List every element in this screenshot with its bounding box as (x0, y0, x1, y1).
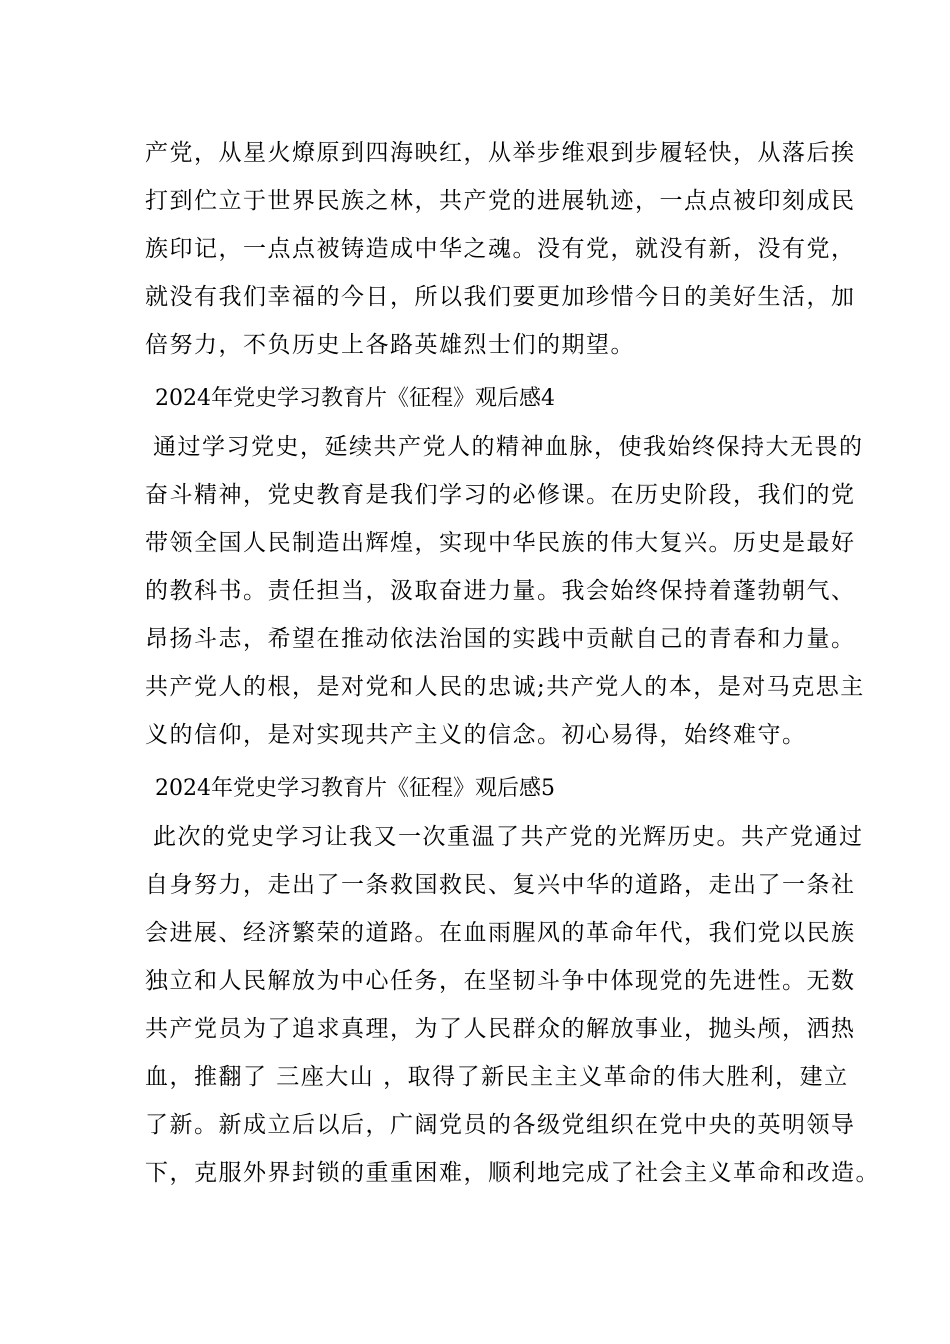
paragraph-line: 族印记，一点点被铸造成中华之魂。没有党，就没有新，没有党， (145, 236, 856, 262)
paragraph-line: 血，推翻了 三座大山 ，取得了新民主主义革命的伟大胜利，建立 (145, 1064, 849, 1090)
paragraph-line: 奋斗精神，党史教育是我们学习的必修课。在历史阶段，我们的党 (145, 482, 856, 508)
paragraph-line: 会进展、经济繁荣的道路。在血雨腥风的革命年代，我们党以民族 (145, 920, 856, 946)
paragraph-line: 了新。新成立后以后，广阔党员的各级党组织在党中央的英明领导 (145, 1112, 856, 1138)
paragraph-line: 自身努力，走出了一条救国救民、复兴中华的道路，走出了一条社 (145, 872, 856, 898)
paragraph-line: 共产党员为了追求真理，为了人民群众的解放事业，抛头颅，洒热 (145, 1016, 856, 1042)
paragraph-line: 共产党人的根，是对党和人民的忠诚;共产党人的本，是对马克思主 (145, 674, 865, 700)
paragraph-line: 打到伫立于世界民族之林，共产党的进展轨迹，一点点被印刻成民 (145, 188, 856, 214)
paragraph-line: 昂扬斗志，希望在推动依法治国的实践中贡献自己的青春和力量。 (145, 626, 856, 652)
paragraph-line: 的教科书。责任担当，汲取奋进力量。我会始终保持着蓬勃朝气、 (145, 578, 856, 604)
paragraph-line: 就没有我们幸福的今日，所以我们要更加珍惜今日的美好生活，加 (145, 284, 856, 310)
section-heading: 2024年党史学习教育片《征程》观后感4 (155, 386, 555, 411)
paragraph-line: 产党，从星火燎原到四海映红，从举步维艰到步履轻快，从落后挨 (145, 140, 856, 166)
paragraph-line: 带领全国人民制造出辉煌，实现中华民族的伟大复兴。历史是最好 (145, 530, 856, 556)
paragraph-line: 义的信仰，是对实现共产主义的信念。初心易得，始终难守。 (145, 722, 807, 748)
section-heading: 2024年党史学习教育片《征程》观后感5 (155, 776, 555, 801)
paragraph-line: 独立和人民解放为中心任务，在坚韧斗争中体现党的先进性。无数 (145, 968, 856, 994)
paragraph-line: 通过学习党史，延续共产党人的精神血脉，使我始终保持大无畏的 (153, 434, 864, 460)
paragraph-line: 倍努力，不负历史上各路英雄烈士们的期望。 (145, 332, 635, 358)
paragraph-line: 此次的党史学习让我又一次重温了共产党的光辉历史。共产党通过 (153, 824, 864, 850)
paragraph-line: 下，克服外界封锁的重重困难，顺利地完成了社会主义革命和改造。 (145, 1160, 880, 1186)
